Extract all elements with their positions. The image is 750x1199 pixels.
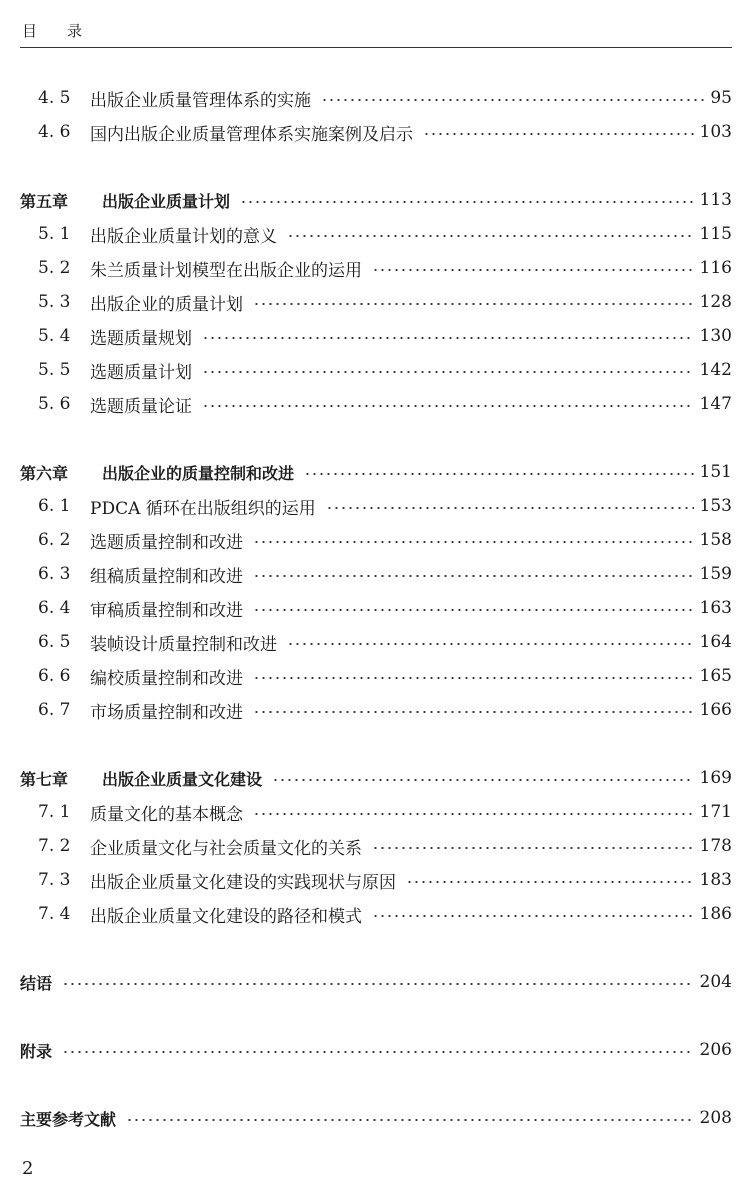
toc-entry-title: 朱兰质量计划模型在出版企业的运用 xyxy=(90,260,362,281)
toc-section-row xyxy=(38,118,732,146)
toc-dot-leader xyxy=(372,269,694,271)
toc-entry-page: 206 xyxy=(699,1040,732,1060)
toc-entry-number: 第七章 xyxy=(20,769,69,789)
toc-section-row xyxy=(38,526,732,554)
toc-entry-number: 5. 3 xyxy=(38,292,71,312)
toc-section-row xyxy=(38,254,732,282)
toc-chapter-row xyxy=(20,968,732,996)
toc-entry-number: 5. 4 xyxy=(38,326,71,346)
toc-entry-page: 178 xyxy=(699,836,732,856)
toc-entry-number: 7. 1 xyxy=(38,802,71,822)
toc-dot-leader xyxy=(202,371,694,373)
toc-chapter-row xyxy=(20,186,732,214)
toc-section-row xyxy=(38,662,732,690)
toc-section-row xyxy=(38,594,732,622)
toc-entry-title: 装帧设计质量控制和改进 xyxy=(90,634,277,655)
toc-dot-leader xyxy=(253,303,694,305)
toc-dot-leader xyxy=(406,881,694,883)
toc-section-row xyxy=(38,798,732,826)
toc-dot-leader xyxy=(287,235,694,237)
toc-section-row xyxy=(38,560,732,588)
toc-section-row xyxy=(38,84,732,112)
toc-entry-title: 市场质量控制和改进 xyxy=(90,702,243,723)
toc-entry-page: 171 xyxy=(699,802,732,822)
toc-dot-leader xyxy=(287,643,694,645)
toc-entry-title: 选题质量规划 xyxy=(90,328,192,349)
toc-entry-page: 95 xyxy=(710,88,732,108)
toc-entry-number: 5. 2 xyxy=(38,258,71,278)
page-number: 2 xyxy=(22,1158,34,1179)
toc-entry-title: 主要参考文献 xyxy=(20,1109,117,1129)
toc-chapter-row xyxy=(20,764,732,792)
toc-entry-title: 附录 xyxy=(20,1041,53,1061)
toc-entry-number: 7. 2 xyxy=(38,836,71,856)
toc-entry-page: 166 xyxy=(699,700,732,720)
toc-entry-title: 企业质量文化与社会质量文化的关系 xyxy=(90,838,362,859)
toc-entry-number: 6. 3 xyxy=(38,564,71,584)
toc-entry-title: 质量文化的基本概念 xyxy=(90,804,243,825)
toc-dot-leader xyxy=(253,575,694,577)
toc-entry-number: 5. 1 xyxy=(38,224,71,244)
toc-chapter-row xyxy=(20,1104,732,1132)
toc-entry-page: 153 xyxy=(699,496,732,516)
toc-entry-title: 组稿质量控制和改进 xyxy=(90,566,243,587)
toc-entry-title: 出版企业的质量计划 xyxy=(90,294,243,315)
toc-entry-title: 编校质量控制和改进 xyxy=(90,668,243,689)
toc-entry-page: 186 xyxy=(699,904,732,924)
toc-dot-leader xyxy=(126,1119,694,1121)
toc-entry-number: 4. 5 xyxy=(38,88,71,108)
toc-section-row xyxy=(38,356,732,384)
toc-entry-title: 国内出版企业质量管理体系实施案例及启示 xyxy=(90,124,413,145)
toc-chapter-row xyxy=(20,458,732,486)
toc-dot-leader xyxy=(202,337,694,339)
toc-dot-leader xyxy=(253,677,694,679)
toc-entry-title: 结语 xyxy=(20,973,53,993)
toc-entry-title: 出版企业质量文化建设的实践现状与原因 xyxy=(90,872,396,893)
toc-dot-leader xyxy=(304,473,694,475)
toc-entry-title: 出版企业质量计划 xyxy=(102,191,231,211)
running-head-title: 目录 xyxy=(22,22,113,40)
toc-entry-title: 出版企业质量文化建设的路径和模式 xyxy=(90,906,362,927)
toc-dot-leader xyxy=(253,711,694,713)
toc-section-row xyxy=(38,220,732,248)
toc-entry-number: 第六章 xyxy=(20,463,69,483)
toc-entry-page: 165 xyxy=(699,666,732,686)
toc-entry-page: 142 xyxy=(699,360,732,380)
toc-entry-number: 6. 6 xyxy=(38,666,71,686)
toc-entry-number: 6. 1 xyxy=(38,496,71,516)
toc-entry-number: 6. 2 xyxy=(38,530,71,550)
toc-entry-page: 128 xyxy=(699,292,732,312)
toc-entry-page: 169 xyxy=(699,768,732,788)
toc-section-row xyxy=(38,492,732,520)
toc-dot-leader xyxy=(202,405,694,407)
toc-entry-page: 164 xyxy=(699,632,732,652)
toc-entry-page: 158 xyxy=(699,530,732,550)
toc-entry-number: 5. 5 xyxy=(38,360,71,380)
toc-entry-number: 6. 5 xyxy=(38,632,71,652)
toc-entry-page: 130 xyxy=(699,326,732,346)
toc-entry-page: 163 xyxy=(699,598,732,618)
toc-section-row xyxy=(38,866,732,894)
toc-entry-title: 审稿质量控制和改进 xyxy=(90,600,243,621)
toc-dot-leader xyxy=(372,847,694,849)
toc-entry-page: 183 xyxy=(699,870,732,890)
toc-chapter-row xyxy=(20,1036,732,1064)
toc-section-row xyxy=(38,322,732,350)
toc-dot-leader xyxy=(62,1051,694,1053)
toc-dot-leader xyxy=(240,201,694,203)
toc-dot-leader xyxy=(326,507,694,509)
toc-entry-number: 7. 3 xyxy=(38,870,71,890)
toc-entry-number: 6. 4 xyxy=(38,598,71,618)
toc-entry-number: 7. 4 xyxy=(38,904,71,924)
toc-entry-title: 出版企业质量计划的意义 xyxy=(90,226,277,247)
toc-entry-title: PDCA 循环在出版组织的运用 xyxy=(90,498,316,519)
toc-entry-number: 第五章 xyxy=(20,191,69,211)
toc-entry-page: 116 xyxy=(699,258,732,278)
toc-dot-leader xyxy=(321,99,704,101)
toc-section-row xyxy=(38,900,732,928)
toc-entry-page: 103 xyxy=(699,122,732,142)
toc-entry-title: 选题质量论证 xyxy=(90,396,192,417)
toc-entry-page: 208 xyxy=(699,1108,732,1128)
toc-entry-number: 6. 7 xyxy=(38,700,71,720)
toc-entry-title: 出版企业的质量控制和改进 xyxy=(102,463,295,483)
toc-dot-leader xyxy=(423,133,694,135)
toc-entry-title: 选题质量控制和改进 xyxy=(90,532,243,553)
toc-section-row xyxy=(38,628,732,656)
toc-dot-leader xyxy=(253,541,694,543)
toc-entry-number: 4. 6 xyxy=(38,122,71,142)
toc-dot-leader xyxy=(272,779,694,781)
toc-section-row xyxy=(38,832,732,860)
toc-section-row xyxy=(38,288,732,316)
toc-dot-leader xyxy=(253,813,694,815)
toc-dot-leader xyxy=(62,983,694,985)
toc-entry-page: 113 xyxy=(699,190,732,210)
toc-section-row xyxy=(38,390,732,418)
toc-entry-title: 选题质量计划 xyxy=(90,362,192,383)
toc-entry-page: 115 xyxy=(699,224,732,244)
toc-dot-leader xyxy=(372,915,694,917)
toc-entry-title: 出版企业质量文化建设 xyxy=(102,769,263,789)
toc-dot-leader xyxy=(253,609,694,611)
toc-entry-page: 159 xyxy=(699,564,732,584)
toc-entry-page: 204 xyxy=(699,972,732,992)
toc-entry-page: 147 xyxy=(699,394,732,414)
header-rule xyxy=(20,47,732,48)
toc-entry-title: 出版企业质量管理体系的实施 xyxy=(90,90,311,111)
toc-entry-page: 151 xyxy=(699,462,732,482)
toc-section-row xyxy=(38,696,732,724)
toc-entry-number: 5. 6 xyxy=(38,394,71,414)
